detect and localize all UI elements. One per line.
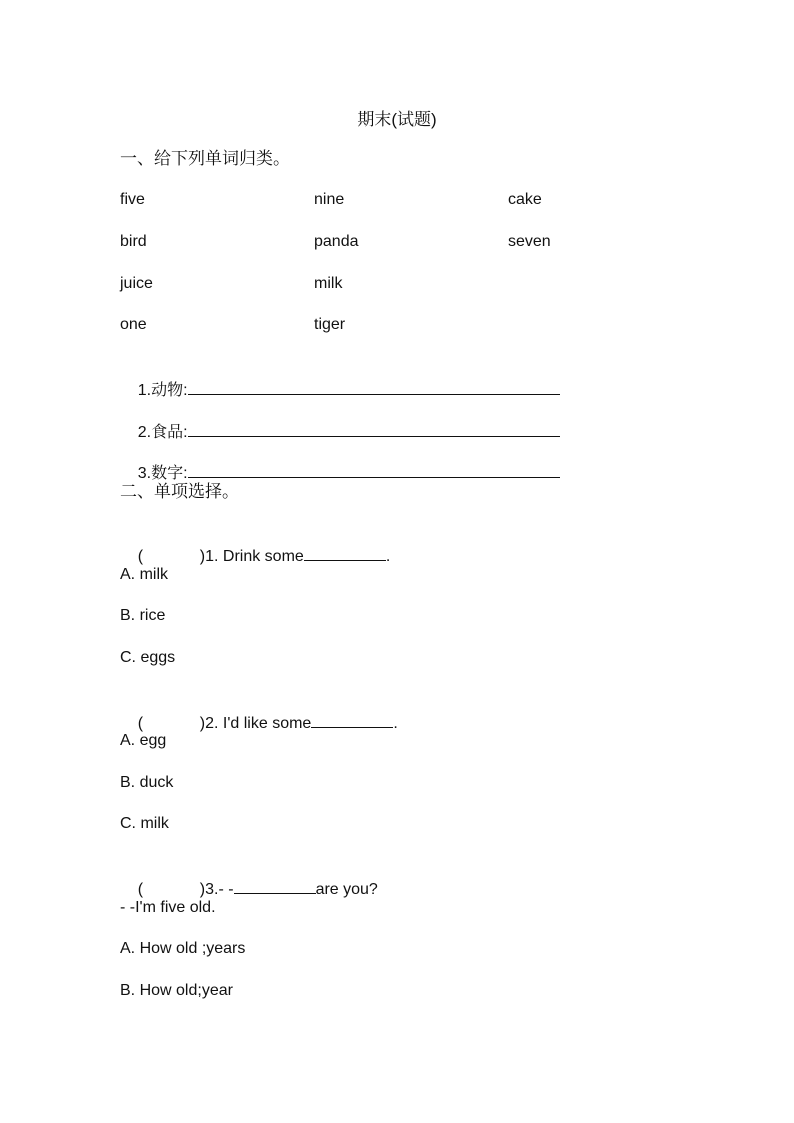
answer-blank[interactable] <box>311 711 393 728</box>
answer-blank[interactable] <box>188 420 560 437</box>
word-juice: juice <box>120 275 153 292</box>
question-stem-end: . <box>393 715 398 732</box>
question-stem-end: . <box>385 548 391 565</box>
blank-label: 2.食品: <box>137 424 188 441</box>
word-tiger: tiger <box>314 316 346 333</box>
word-bird: bird <box>120 233 147 250</box>
answer-paren[interactable]: ( <box>137 881 144 898</box>
word-panda: panda <box>314 233 359 250</box>
blank-label: 3.数字: <box>137 465 188 482</box>
word-milk: milk <box>314 275 343 292</box>
section2-heading: 二、单项选择。 <box>120 482 239 501</box>
option-2a[interactable]: A. egg <box>120 732 167 749</box>
question-stem: )1. Drink some <box>199 548 304 565</box>
question-1 <box>120 522 391 565</box>
option-1c[interactable]: C. eggs <box>120 649 176 666</box>
blank-row-numbers <box>120 439 560 482</box>
option-1a[interactable]: A. milk <box>120 566 168 583</box>
answer-blank[interactable] <box>188 461 560 478</box>
question-stem: )3.- - <box>199 881 234 898</box>
word-seven: seven <box>508 233 551 250</box>
option-3b[interactable]: B. How old;year <box>120 982 233 999</box>
blank-row-food <box>120 398 560 441</box>
option-1b[interactable]: B. rice <box>120 607 166 624</box>
answer-paren[interactable]: ( <box>137 715 144 732</box>
page-title: 期末(试题) <box>357 110 437 129</box>
question-2 <box>120 689 398 732</box>
question-stem: )2. I'd like some <box>199 715 312 732</box>
option-2c[interactable]: C. milk <box>120 815 169 832</box>
answer-blank[interactable] <box>304 544 386 561</box>
word-nine: nine <box>314 191 345 208</box>
option-3a[interactable]: A. How old ;years <box>120 940 246 957</box>
answer-blank[interactable] <box>234 877 316 894</box>
question-3 <box>120 855 378 898</box>
answer-blank[interactable] <box>188 378 560 395</box>
word-cake: cake <box>508 191 542 208</box>
blank-label: 1.动物: <box>137 382 188 399</box>
blank-row-animals <box>120 356 560 399</box>
answer-paren[interactable]: ( <box>137 548 144 565</box>
word-five: five <box>120 191 145 208</box>
option-2b[interactable]: B. duck <box>120 774 174 791</box>
question-stem-end: are you? <box>315 881 378 898</box>
question-3-response: - -I'm five old. <box>120 899 216 916</box>
word-one: one <box>120 316 147 333</box>
section1-heading: 一、给下列单词归类。 <box>120 149 290 168</box>
